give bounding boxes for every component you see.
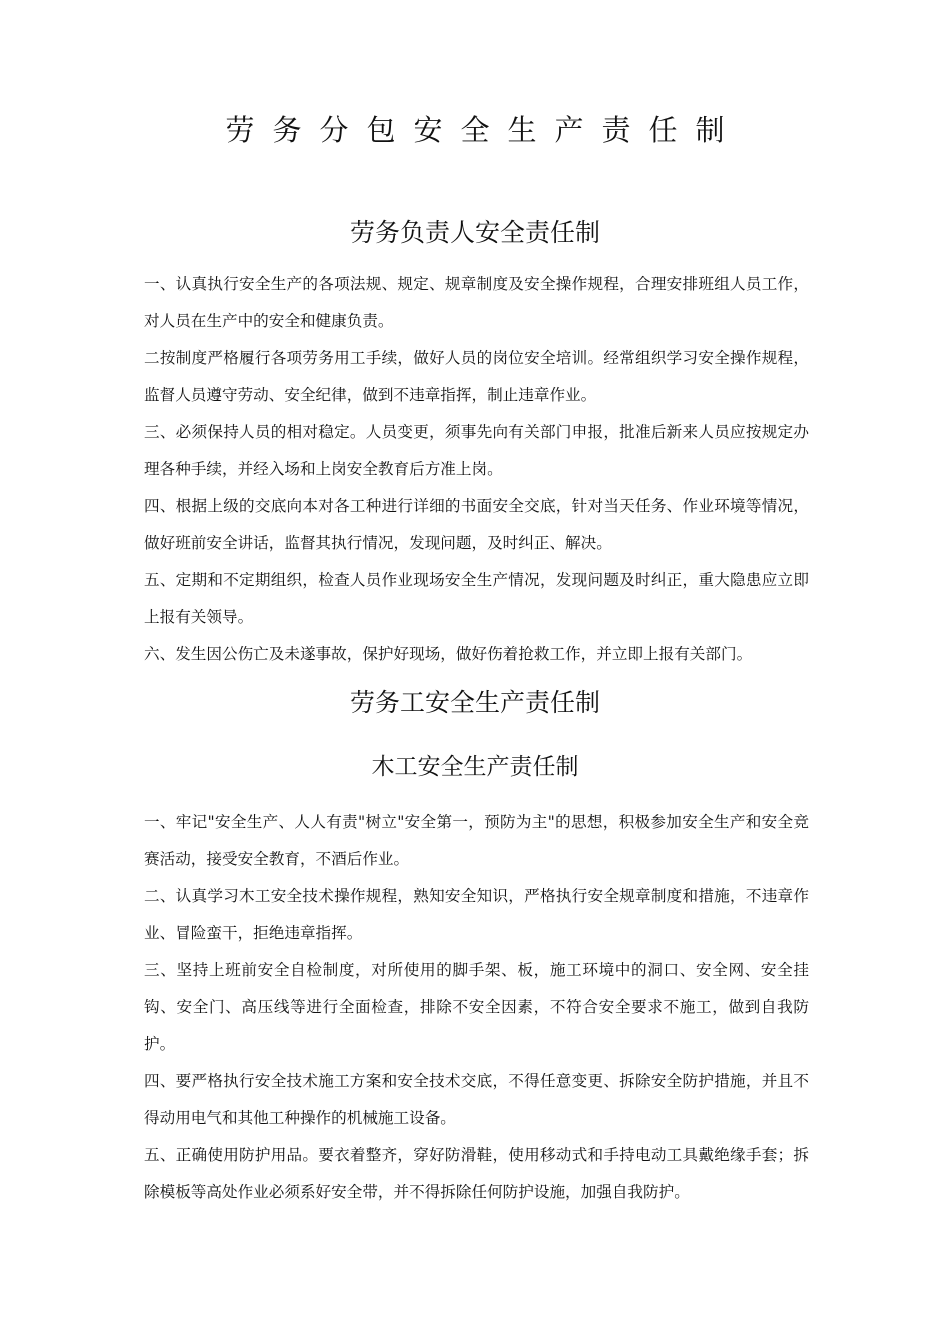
paragraph: 四、根据上级的交底向本对各工种进行详细的书面安全交底，针对当天任务、作业环境等情况，做好班前安全讲话，监督其执行情况，发现问题，及时纠正、解决。 [144,497,809,552]
paragraph: 一、认真执行安全生产的各项法规、规定、规章制度及安全操作规程，合理安排班组人员工作，对人员在生产中的安全和健康负责。 [144,275,809,330]
paragraph: 二按制度严格履行各项劳务用工手续，做好人员的岗位安全培训。经常组织学习安全操作规程，监督人员遵守劳动、安全纪律，做到不违章指挥，制止违章作业。 [144,349,809,404]
subsection-heading-carpenter: 木工安全生产责任制 [371,754,579,780]
paragraph: 四、要严格执行安全技术施工方案和安全技术交底，不得任意变更、拆除安全防护措施，并且不得动用电气和其他工种操作的机械施工设备。 [144,1072,809,1127]
document-title: 劳务分包安全生产责任制 [225,113,743,147]
paragraph: 三、坚持上班前安全自检制度，对所使用的脚手架、板，施工环境中的洞口、安全网、安全挂钩、安全门、高压线等进行全面检查，排除不安全因素，不符合安全要求不施工，做到自我防护。 [144,961,809,1053]
paragraph: 六、发生因公伤亡及未遂事故，保护好现场，做好伤着抢救工作，并立即上报有关部门。 [144,645,753,663]
paragraph: 三、必须保持人员的相对稳定。人员变更，须事先向有关部门申报，批准后新来人员应按规定办理各种手续，并经入场和上岗安全教育后方准上岗。 [144,423,809,478]
section-body-carpenter [144,804,809,1211]
section-heading-labor-worker: 劳务工安全生产责任制 [349,688,600,717]
section-body-labor-leader [144,266,809,673]
paragraph: 一、牢记"安全生产、人人有责"树立"安全第一，预防为主"的思想，积极参加安全生产和安全竞赛活动，接受安全教育，不酒后作业。 [144,813,809,868]
paragraph: 五、正确使用防护用品。要衣着整齐，穿好防滑鞋，使用移动式和手持电动工具戴绝缘手套；拆除模板等高处作业必须系好安全带，并不得拆除任何防护设施，加强自我防护。 [144,1146,809,1201]
paragraph: 五、定期和不定期组织，检查人员作业现场安全生产情况，发现问题及时纠正，重大隐患应立即上报有关领导。 [144,571,809,626]
section-heading-labor-leader: 劳务负责人安全责任制 [349,218,600,247]
paragraph: 二、认真学习木工安全技术操作规程，熟知安全知识，严格执行安全规章制度和措施，不违章作业、冒险蛮干，拒绝违章指挥。 [144,887,809,942]
